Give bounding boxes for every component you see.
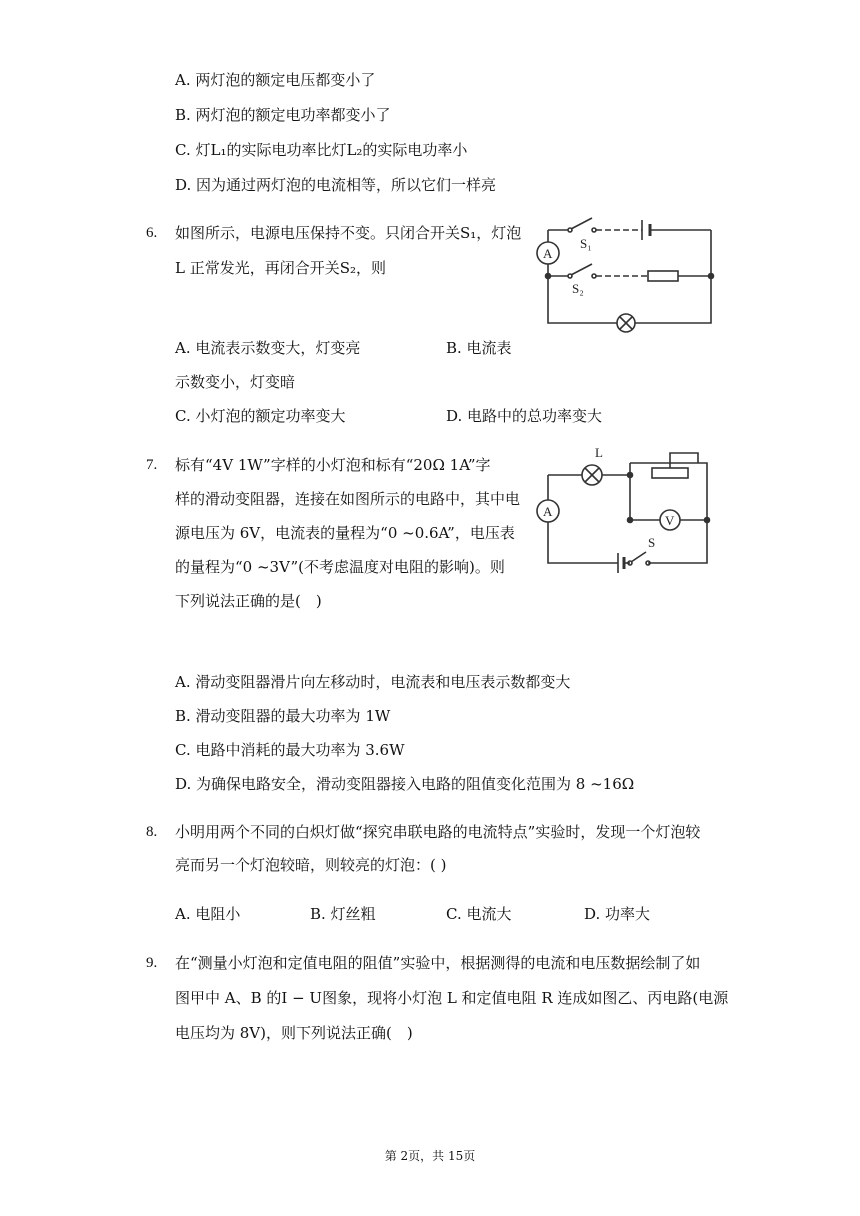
- q5-option-b: B. 两灯泡的额定电功率都变小了: [175, 106, 391, 124]
- q6-stem-line-1: 如图所示，电源电压保持不变。只闭合开关S₁，灯泡: [175, 224, 522, 242]
- q9-number: 9.: [146, 955, 158, 971]
- q9-stem-line-2: 图甲中 A、B 的I − U图象，现将小灯泡 L 和定值电阻 R 连成如图乙、丙电路(电源: [175, 989, 729, 1007]
- q6-ammeter-label: A: [543, 246, 553, 261]
- q6-option-d: D. 电路中的总功率变大: [446, 407, 603, 425]
- q6-option-b: B. 电流表: [446, 339, 512, 357]
- q6-option-c: C. 小灯泡的额定功率变大: [175, 407, 346, 425]
- q7-stem-line-5: 下列说法正确的是( ): [175, 592, 322, 610]
- q7-switch-label: S: [648, 535, 656, 550]
- q6-number: 6.: [146, 225, 158, 241]
- q7-ammeter-label: A: [543, 504, 553, 519]
- q7-stem-line-1: 标有“4V 1W”字样的小灯泡和标有“20Ω 1A”字: [175, 456, 491, 474]
- q9-stem-line-3: 电压均为 8V)，则下列说法正确( ): [175, 1024, 413, 1042]
- q7-option-a: A. 滑动变阻器滑片向左移动时，电流表和电压表示数都变大: [175, 673, 571, 691]
- q6-circuit-diagram: [530, 208, 720, 333]
- q8-option-b: B. 灯丝粗: [310, 905, 376, 923]
- q7-stem-line-3: 源电压为 6V，电流表的量程为“0 ~0.6A”，电压表: [175, 524, 515, 542]
- q6-option-a: A. 电流表示数变大，灯变亮: [175, 339, 361, 357]
- page-footer: 第 2页，共 15页: [384, 1149, 476, 1163]
- q7-option-b: B. 滑动变阻器的最大功率为 1W: [175, 707, 391, 725]
- q7-stem-line-4: 的量程为“0 ~3V”(不考虑温度对电阻的影响)。则: [175, 558, 505, 576]
- q8-number: 8.: [146, 824, 158, 840]
- q7-lamp-label: L: [595, 445, 603, 460]
- q7-voltmeter-label: V: [665, 513, 675, 528]
- q6-option-b-continued: 示数变小，灯变暗: [175, 373, 296, 391]
- q7-circuit-diagram: [530, 445, 720, 575]
- q5-option-c: C. 灯L₁的实际电功率比灯L₂的实际电功率小: [175, 141, 468, 159]
- q6-stem-line-2: L 正常发光，再闭合开关S₂，则: [175, 259, 387, 277]
- q7-option-c: C. 电路中消耗的最大功率为 3.6W: [175, 741, 405, 759]
- q8-option-c: C. 电流大: [446, 905, 512, 923]
- q5-option-a: A. 两灯泡的额定电压都变小了: [175, 71, 376, 89]
- q5-option-d: D. 因为通过两灯泡的电流相等，所以它们一样亮: [175, 176, 497, 194]
- q8-stem-line-2: 亮而另一个灯泡较暗，则较亮的灯泡：( ): [175, 856, 447, 874]
- q7-option-d: D. 为确保电路安全，滑动变阻器接入电路的阻值变化范围为 8 ~16Ω: [175, 775, 635, 793]
- q8-option-a: A. 电阻小: [175, 905, 241, 923]
- q8-stem-line-1: 小明用两个不同的白炽灯做“探究串联电路的电流特点”实验时，发现一个灯泡较: [175, 823, 701, 841]
- q6-s2-label: S₂: [572, 281, 584, 296]
- q6-s1-label: S₁: [580, 236, 592, 251]
- q7-stem-line-2: 样的滑动变阻器，连接在如图所示的电路中，其中电: [175, 490, 521, 508]
- q9-stem-line-1: 在“测量小灯泡和定值电阻的阻值”实验中，根据测得的电流和电压数据绘制了如: [175, 954, 701, 972]
- q7-number: 7.: [146, 457, 158, 473]
- q8-option-d: D. 功率大: [584, 905, 651, 923]
